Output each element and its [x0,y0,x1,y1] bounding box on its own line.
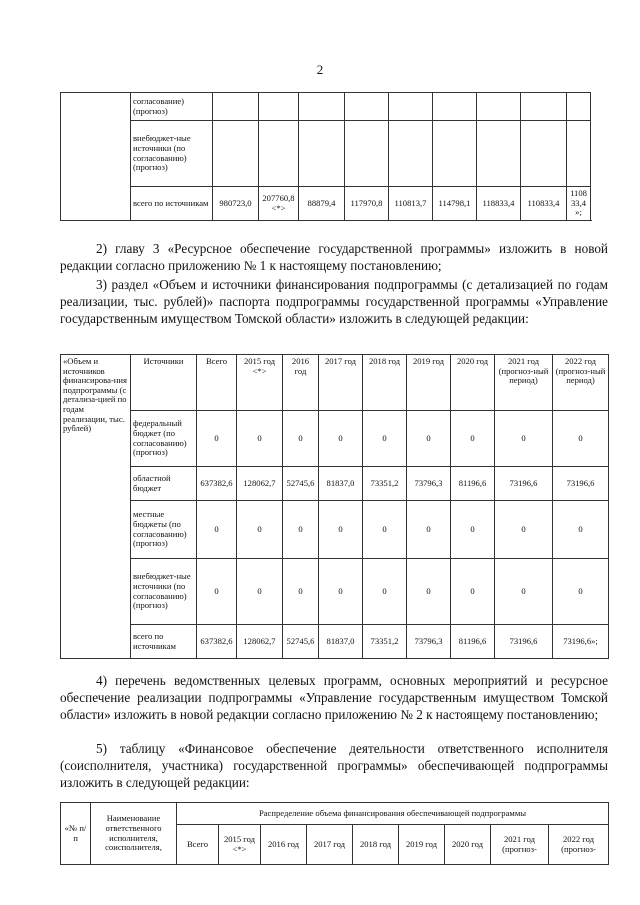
value-cell: 0 [283,559,319,625]
value-cell: 52745,6 [283,625,319,659]
value-cell: 110813,7 [389,187,433,221]
funding-table-bottom [60,802,609,865]
column-header: 2019 год [399,825,445,865]
value-cell: 73196,6 [553,467,609,501]
value-cell: 0 [197,411,237,467]
value-cell: 73196,6 [495,467,553,501]
paragraph-3: 3) раздел «Объем и источники финансирования подпрограммы (с детализацией по годам реализации, тыс. рублей)» паспорта подпрограммы государственной программы «Управление государственным имуществом Томской области» изложить в следующей редакции: [60,277,608,326]
column-header-number: «№ п/п [61,803,91,865]
column-header: Всего [177,825,219,865]
value-cell: 0 [363,501,407,559]
table-header-row [61,355,609,411]
paragraph-2-line-2: редакции согласно приложению № 1 к настоящему постановлению; [60,258,442,273]
value-cell: 73351,2 [363,625,407,659]
value-cell: 207760,8 <*> [259,187,299,221]
table-row [61,559,609,625]
source-label: всего по источникам [131,625,197,659]
column-header: 2021 год (прогноз-ный период) [495,355,553,411]
value-cell: 0 [553,559,609,625]
value-cell: 52745,6 [283,467,319,501]
table-row [61,501,609,559]
value-cell: 128062,7 [237,625,283,659]
column-header: 2018 год [353,825,399,865]
table-row [61,121,591,187]
column-header: 2020 год [451,355,495,411]
column-header: 2017 год [307,825,353,865]
value-cell: 73351,2 [363,467,407,501]
funding-table-top [60,92,591,221]
value-cell: 0 [363,411,407,467]
source-label: всего по источникам [131,187,213,221]
value-cell: 0 [197,559,237,625]
value-cell: 73796,3 [407,467,451,501]
table-row [61,187,591,221]
column-header: 2017 год [319,355,363,411]
column-header-name: Наименование ответственного исполнителя, соисполнителя, [91,803,177,865]
column-header: Всего [197,355,237,411]
column-header: 2022 год (прогноз- [549,825,609,865]
source-label: внебюджет-ные источники (по согласованию) (прогноз) [131,121,213,187]
source-label: местные бюджеты (по согласованию) (прогноз) [131,501,197,559]
value-cell: 0 [451,501,495,559]
value-cell: 0 [363,559,407,625]
value-cell: 117970,8 [345,187,389,221]
value-cell: 0 [553,411,609,467]
column-header: 2016 год [283,355,319,411]
source-label: внебюджет-ные источники (по согласованию) (прогноз) [131,559,197,625]
value-cell: 0 [197,501,237,559]
value-cell: 73796,3 [407,625,451,659]
value-cell: 118833,4 [477,187,521,221]
value-cell: 0 [237,501,283,559]
table-row [61,411,609,467]
page-number: 2 [316,62,324,77]
funding-table-subprogram [60,354,609,659]
value-cell: 0 [283,501,319,559]
empty-cell [61,93,131,221]
value-cell: 73196,6 [495,625,553,659]
paragraph-2 [60,240,608,274]
value-cell: 0 [451,411,495,467]
value-cell: 81196,6 [451,467,495,501]
section-label: «Объем и источников финансирова-ния подпрограммы (с детализа-цией по годам реализации, тыс. рублей) [61,355,131,659]
value-cell: 81837,0 [319,467,363,501]
value-cell: 110833,4 [521,187,567,221]
value-cell: 0 [407,411,451,467]
column-header: 2016 год [261,825,307,865]
value-cell: 637382,6 [197,467,237,501]
column-header: 2015 год <*> [219,825,261,865]
value-cell: 0 [451,559,495,625]
column-header: Источники [131,355,197,411]
source-label: федеральный бюджет (по согласованию) (прогноз) [131,411,197,467]
value-cell: 0 [237,559,283,625]
value-cell: 110833,4»; [567,187,591,221]
value-cell: 73196,6»; [553,625,609,659]
column-header: 2021 год (прогноз- [491,825,549,865]
value-cell: 980723,0 [213,187,259,221]
value-cell: 0 [237,411,283,467]
paragraph-4: 4) перечень ведомственных целевых программ, основных мероприятий и ресурсное обеспечение реализации подпрограммы «Управление государственным имуществом Томской области» изложить в новой редакции согласно приложению № 2 к настоящему постановлению; [60,673,608,722]
paragraph-2-line-1: 2) главу 3 «Ресурсное обеспечение государственной программы» изложить в новой [96,241,608,256]
value-cell: 81837,0 [319,625,363,659]
value-cell: 0 [553,501,609,559]
value-cell: 114798,1 [433,187,477,221]
column-header: 2015 год <*> [237,355,283,411]
group-header: Распределение объема финансирования обеспечивающей подпрограммы [177,803,609,825]
value-cell: 0 [495,501,553,559]
value-cell: 88879,4 [299,187,345,221]
column-header: 2020 год [445,825,491,865]
value-cell: 0 [319,559,363,625]
value-cell: 0 [319,411,363,467]
value-cell: 637382,6 [197,625,237,659]
paragraph-5: 5) таблицу «Финансовое обеспечение деятельности ответственного исполнителя (соисполнителя, участника) государственной программы» обеспечивающей подпрограммы изложить в следующей редакции: [60,741,608,790]
table-row [61,467,609,501]
value-cell: 0 [495,559,553,625]
table-row [61,93,591,121]
column-header: 2019 год [407,355,451,411]
value-cell: 0 [283,411,319,467]
value-cell: 0 [319,501,363,559]
table-header-row [61,803,609,825]
column-header: 2022 год (прогноз-ный период) [553,355,609,411]
table-row [61,625,609,659]
source-label: областной бюджет [131,467,197,501]
value-cell: 81196,6 [451,625,495,659]
value-cell: 0 [495,411,553,467]
value-cell: 128062,7 [237,467,283,501]
value-cell: 0 [407,559,451,625]
source-label: согласование) (прогноз) [131,93,213,121]
column-header: 2018 год [363,355,407,411]
value-cell: 0 [407,501,451,559]
